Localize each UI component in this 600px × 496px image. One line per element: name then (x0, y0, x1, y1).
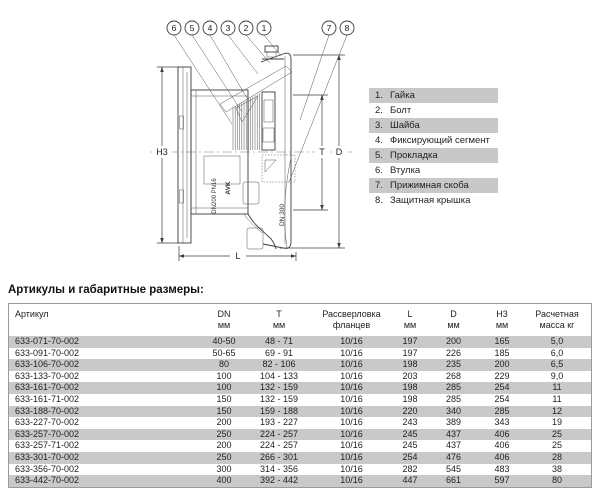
table-row (9, 394, 591, 406)
dimension-value: 10/16 (340, 475, 363, 486)
article-number: 633-227-70-002 (15, 417, 80, 428)
dimension-h3 (152, 67, 179, 243)
dimension-value: 10/16 (340, 382, 363, 393)
svg-text:7: 7 (326, 23, 332, 33)
column-header: Артикул (15, 309, 49, 319)
article-number: 633-161-71-002 (15, 393, 80, 404)
dimension-value: 6,0 (550, 347, 564, 358)
dimension-value: 250 (216, 428, 232, 439)
svg-text:2: 2 (243, 23, 249, 33)
dimension-value: 80 (551, 475, 562, 486)
flange (178, 67, 191, 243)
legend-item (369, 163, 498, 178)
svg-text:H3: H3 (156, 147, 168, 157)
section-title: Артикулы и габаритные размеры: (8, 284, 204, 296)
dimension-value: 25 (551, 428, 562, 439)
part-marking: DN200 PN16 (212, 178, 218, 214)
dimension-value: 5,0 (550, 336, 564, 346)
dimension-value: 198 (402, 359, 418, 370)
legend-item-label: Прижимная скоба (390, 180, 469, 191)
dimension-value: 38 (551, 463, 562, 474)
dimension-value: 197 (402, 336, 418, 346)
dimension-value: 10/16 (340, 347, 363, 358)
article-number: 633-133-70-002 (15, 370, 80, 381)
legend-item (369, 148, 498, 163)
dimension-value: 200 (494, 359, 510, 370)
table-row (9, 406, 591, 418)
callout-5 (185, 21, 242, 112)
dimension-value: 159 - 188 (259, 405, 299, 416)
legend-item-number: 5. (375, 150, 383, 161)
column-header: T мм (272, 309, 286, 330)
article-number: 633-257-71-002 (15, 440, 80, 451)
dimension-value: 40-50 (212, 336, 236, 346)
table-row (9, 382, 591, 394)
dimension-value: 406 (494, 451, 510, 462)
dimension-value: 282 (402, 463, 418, 474)
dimension-value: 10/16 (340, 359, 363, 370)
dimension-value: 476 (445, 451, 462, 462)
column-header: DN мм (217, 309, 231, 330)
dimension-value: 437 (445, 440, 462, 451)
bolt-and-nut (262, 46, 284, 59)
dimension-value: 10/16 (340, 370, 363, 381)
dimension-value: 268 (445, 370, 462, 381)
dimension-value: 104 - 133 (259, 370, 299, 381)
detail-box (262, 155, 295, 182)
dimension-value: 200 (216, 417, 232, 428)
dimension-value: 245 (402, 428, 418, 439)
table-row (9, 452, 591, 464)
legend-item-number: 8. (375, 195, 383, 206)
svg-text:1: 1 (261, 23, 267, 33)
dimension-value: 220 (402, 405, 418, 416)
article-number: 633-071-70-002 (15, 336, 80, 346)
clamp-exterior (243, 158, 291, 249)
table-row (9, 336, 591, 348)
legend-item (369, 103, 498, 118)
callout-7 (300, 21, 336, 120)
svg-text:8: 8 (344, 23, 350, 33)
dimension-value: 200 (445, 336, 462, 346)
dimension-value: 6,5 (550, 359, 564, 370)
dimension-value: 165 (494, 336, 510, 346)
dimension-value: 200 (216, 440, 232, 451)
column-header: D мм (447, 309, 460, 330)
dimension-value: 10/16 (340, 405, 363, 416)
column-header: L мм (403, 309, 417, 330)
legend-item-label: Прокладка (390, 150, 438, 161)
column-header: Расчетная масса кг (535, 309, 579, 330)
dimension-value: 197 (402, 347, 418, 358)
article-number: 633-356-70-002 (15, 463, 80, 474)
dimension-value: 245 (402, 440, 418, 451)
dimension-value: 10/16 (340, 417, 363, 428)
table-row (9, 440, 591, 452)
dimension-value: 389 (445, 417, 462, 428)
legend-item-number: 3. (375, 120, 383, 131)
svg-text:6: 6 (171, 23, 177, 33)
svg-text:4: 4 (207, 23, 213, 33)
legend-item-label: Фиксирующий сегмент (390, 135, 490, 146)
legend-item-label: Втулка (390, 165, 421, 176)
dimension-value: 50-65 (212, 347, 236, 358)
dimension-value: 198 (402, 382, 418, 393)
table-row (9, 475, 591, 487)
dimension-value: 285 (445, 393, 462, 404)
table-row (9, 348, 591, 360)
legend-item-label: Болт (390, 105, 412, 116)
legend (369, 88, 529, 208)
dimension-d (280, 55, 346, 248)
svg-text:L: L (235, 251, 241, 261)
dimension-value: 235 (445, 359, 462, 370)
legend-item-label: Защитная крышка (390, 195, 471, 206)
legend-item-label: Гайка (390, 90, 415, 101)
dimension-value: 250 (216, 451, 232, 462)
dimension-value: 10/16 (340, 440, 363, 451)
dimension-value: 25 (551, 440, 562, 451)
dimension-value: 406 (494, 428, 510, 439)
dimension-value: 597 (494, 475, 510, 486)
legend-item (369, 88, 498, 103)
dimension-value: 100 (216, 382, 232, 393)
table-body (9, 336, 591, 487)
dimension-value: 437 (445, 428, 462, 439)
article-number: 633-106-70-002 (15, 359, 80, 370)
dimension-value: 19 (551, 417, 562, 428)
dn-label: DN 300 (279, 203, 286, 227)
column-header: H3 мм (495, 309, 509, 330)
dimension-value: 198 (402, 393, 418, 404)
svg-text:5: 5 (189, 23, 195, 33)
table-row (9, 429, 591, 441)
dimension-value: 447 (402, 475, 418, 486)
legend-item-number: 6. (375, 165, 383, 176)
housing (261, 46, 291, 248)
legend-item (369, 133, 498, 148)
dimension-value: 10/16 (340, 463, 363, 474)
dimension-value: 254 (494, 393, 510, 404)
article-number: 633-257-70-002 (15, 428, 80, 439)
dimension-value: 483 (494, 463, 510, 474)
dimension-value: 243 (402, 417, 418, 428)
dimensions-table (8, 303, 592, 488)
callout-1 (257, 21, 281, 56)
dimension-value: 545 (445, 463, 462, 474)
dimension-value: 132 - 159 (259, 393, 299, 404)
fixing-segment (236, 96, 258, 122)
dimension-value: 11 (552, 393, 562, 404)
table-header (9, 304, 591, 336)
dimension-value: 48 - 71 (264, 336, 294, 346)
dimension-value: 300 (216, 463, 232, 474)
dimension-value: 661 (445, 475, 462, 486)
dimension-value: 314 - 356 (259, 463, 299, 474)
dimension-value: 82 - 106 (262, 359, 296, 370)
dimension-value: 203 (402, 370, 418, 381)
dimension-value: 406 (494, 440, 510, 451)
dimension-value: 340 (445, 405, 462, 416)
callout-6 (167, 21, 232, 124)
dimension-value: 69 - 91 (264, 347, 294, 358)
dimension-value: 266 - 301 (259, 451, 299, 462)
article-number: 633-161-70-002 (15, 382, 80, 393)
dimension-value: 132 - 159 (259, 382, 299, 393)
dimension-value: 10/16 (340, 336, 363, 346)
svg-text:T: T (319, 147, 325, 157)
svg-text:3: 3 (225, 23, 231, 33)
dimension-value: 285 (494, 405, 510, 416)
dimension-value: 254 (494, 382, 510, 393)
dimension-value: 224 - 257 (259, 428, 299, 439)
dimension-value: 10/16 (340, 428, 363, 439)
dimension-value: 100 (216, 370, 232, 381)
brand-marking: AVK (225, 181, 232, 195)
legend-item (369, 118, 498, 133)
legend-item (369, 193, 498, 208)
legend-item-number: 4. (375, 135, 383, 146)
dimension-value: 254 (402, 451, 418, 462)
dimension-value: 392 - 442 (259, 475, 299, 486)
article-number: 633-442-70-002 (15, 475, 80, 486)
dimension-value: 285 (445, 382, 462, 393)
article-number: 633-188-70-002 (15, 405, 80, 416)
article-number: 633-301-70-002 (15, 451, 80, 462)
dimension-value: 343 (494, 417, 510, 428)
table-row (9, 464, 591, 476)
dimension-value: 150 (216, 393, 232, 404)
legend-item-label: Шайба (390, 120, 420, 131)
dimension-value: 229 (494, 370, 510, 381)
dimension-value: 10/16 (340, 393, 363, 404)
dimension-value: 185 (494, 347, 510, 358)
dimension-value: 400 (216, 475, 232, 486)
legend-item-number: 2. (375, 105, 383, 116)
dimension-l (179, 246, 296, 261)
dimension-value: 80 (218, 359, 229, 370)
svg-text:D: D (335, 147, 343, 157)
dimension-value: 11 (552, 382, 562, 393)
legend-item (369, 178, 498, 193)
dimension-value: 28 (551, 451, 562, 462)
dimension-value: 9,0 (550, 370, 564, 381)
dimension-value: 150 (216, 405, 232, 416)
table-row (9, 417, 591, 429)
column-header: Рассверловка фланцев (322, 309, 381, 330)
dimension-t (293, 95, 329, 210)
table-row (9, 359, 591, 371)
dimension-value: 12 (551, 405, 562, 416)
gasket-fins (233, 93, 259, 150)
legend-item-number: 7. (375, 180, 383, 191)
legend-item-number: 1. (375, 90, 383, 101)
clamp-section (220, 66, 292, 150)
dimension-value: 226 (445, 347, 462, 358)
article-number: 633-091-70-002 (15, 347, 80, 358)
dimension-value: 224 - 257 (259, 440, 299, 451)
dimension-value: 10/16 (340, 451, 363, 462)
table-row (9, 371, 591, 383)
dimension-value: 193 - 227 (259, 417, 299, 428)
